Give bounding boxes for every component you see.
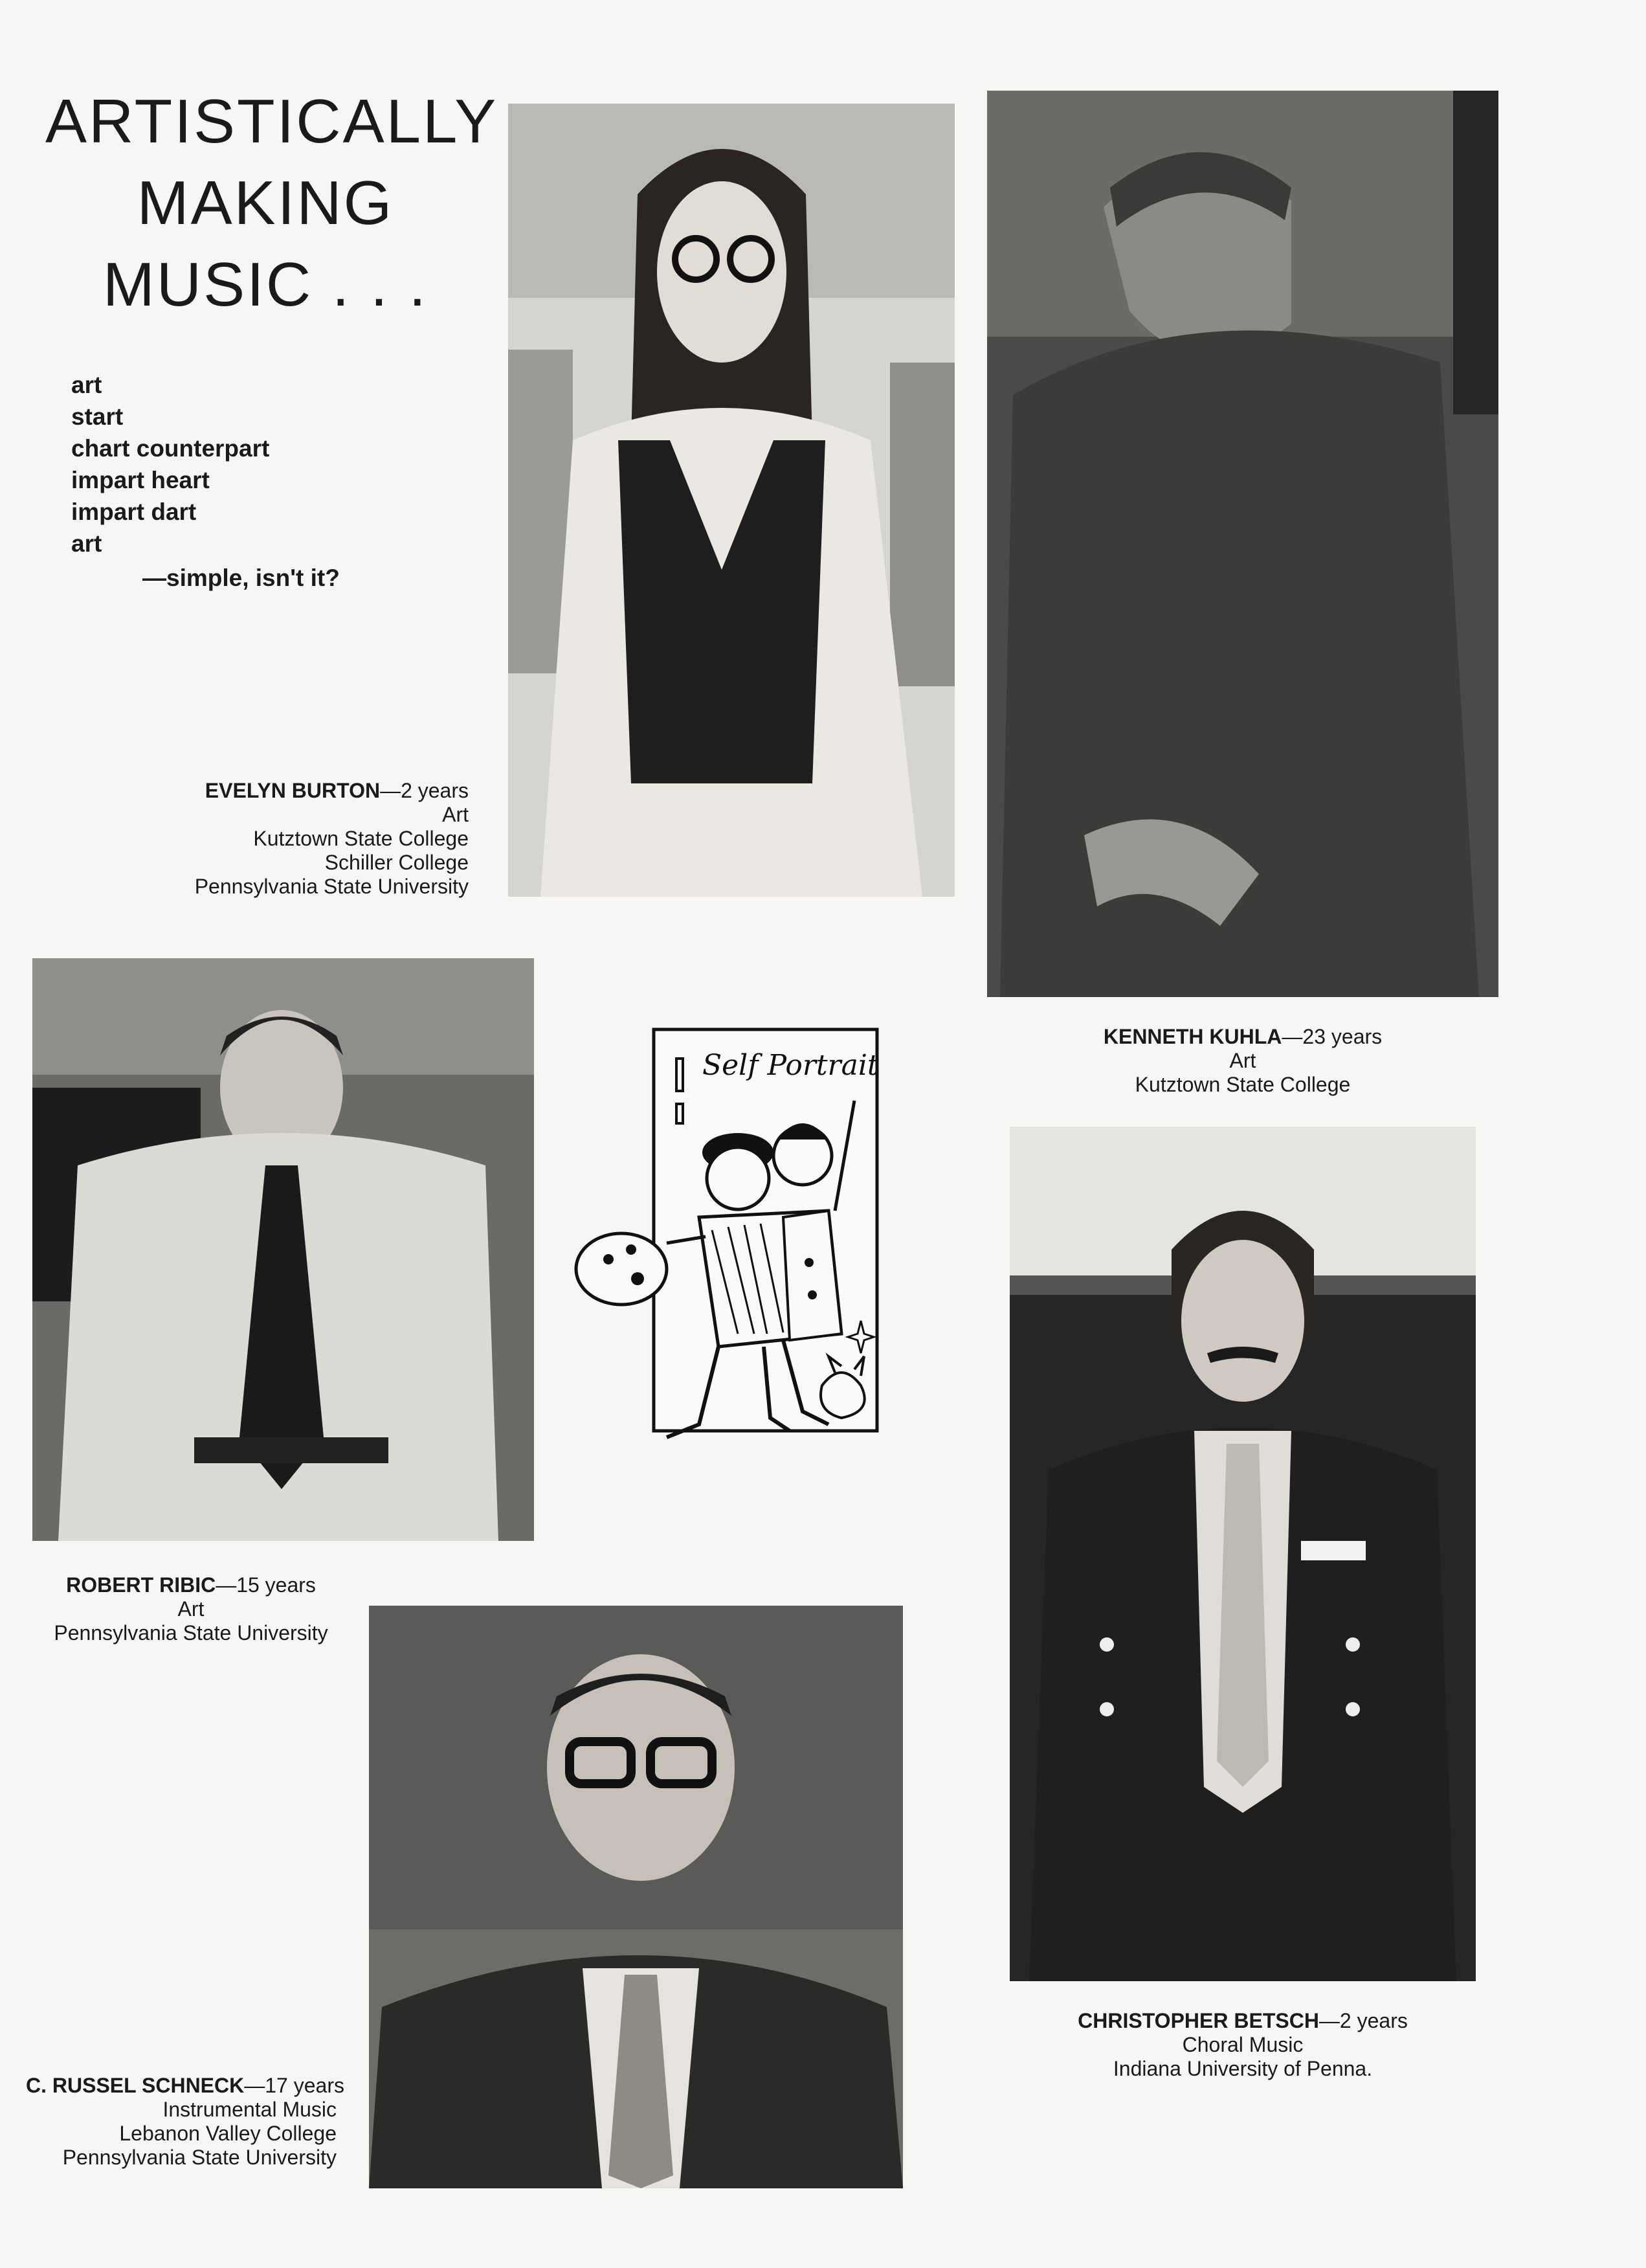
title-line-1: ARTISTICALLY	[45, 87, 498, 156]
faculty-detail: Pennsylvania State University	[194, 875, 469, 898]
faculty-detail: Indiana University of Penna.	[1113, 2057, 1373, 2080]
faculty-years: —2 years	[380, 779, 469, 802]
caption-kenneth-kuhla	[1023, 1025, 1463, 1097]
poem-line: chart counterpart	[71, 435, 270, 462]
faculty-detail: Kutztown State College	[1135, 1073, 1351, 1096]
caption-evelyn-burton	[129, 779, 469, 899]
page-title	[45, 81, 498, 326]
caption-robert-ribic	[39, 1573, 343, 1645]
self-portrait-cartoon	[570, 1023, 893, 1476]
faculty-detail: Art	[177, 1597, 205, 1621]
cartoon-caption: Self Portrait	[702, 1049, 879, 1082]
faculty-detail: Choral Music	[1182, 2033, 1304, 2056]
faculty-name: ROBERT RIBIC	[66, 1573, 216, 1597]
faculty-years: —15 years	[216, 1573, 316, 1597]
faculty-name: C. RUSSEL SCHNECK	[26, 2074, 245, 2097]
photo-c-russel-schneck	[369, 1606, 903, 2188]
poem-line: start	[71, 403, 124, 430]
poem	[71, 369, 340, 594]
faculty-years: —2 years	[1318, 2009, 1408, 2032]
faculty-detail: Lebanon Valley College	[119, 2122, 337, 2145]
faculty-detail: Instrumental Music	[162, 2098, 337, 2121]
poem-closing: —simple, isn't it?	[142, 565, 340, 591]
poem-line: art	[71, 372, 102, 398]
faculty-detail: Art	[1229, 1049, 1256, 1072]
title-line-3: MUSIC . . .	[102, 250, 428, 319]
faculty-name: EVELYN BURTON	[205, 779, 381, 802]
faculty-detail: Pennsylvania State University	[62, 2146, 337, 2169]
faculty-detail: Schiller College	[324, 851, 469, 874]
photo-kenneth-kuhla	[987, 91, 1498, 997]
faculty-name: KENNETH KUHLA	[1103, 1025, 1282, 1048]
caption-c-russel-schneck	[26, 2074, 344, 2170]
faculty-detail: Pennsylvania State University	[54, 1621, 328, 1645]
faculty-detail: Art	[442, 803, 469, 826]
poem-line: impart dart	[71, 499, 197, 525]
faculty-years: —23 years	[1282, 1025, 1383, 1048]
poem-line: art	[71, 530, 102, 557]
faculty-years: —17 years	[244, 2074, 344, 2097]
photo-robert-ribic	[32, 958, 534, 1541]
poem-line: impart heart	[71, 467, 210, 493]
caption-christopher-betsch	[1036, 2009, 1450, 2081]
photo-evelyn-burton	[508, 104, 955, 897]
photo-christopher-betsch	[1010, 1127, 1476, 1981]
faculty-name: CHRISTOPHER BETSCH	[1078, 2009, 1319, 2032]
title-line-2: MAKING	[137, 168, 394, 238]
faculty-detail: Kutztown State College	[253, 827, 469, 850]
